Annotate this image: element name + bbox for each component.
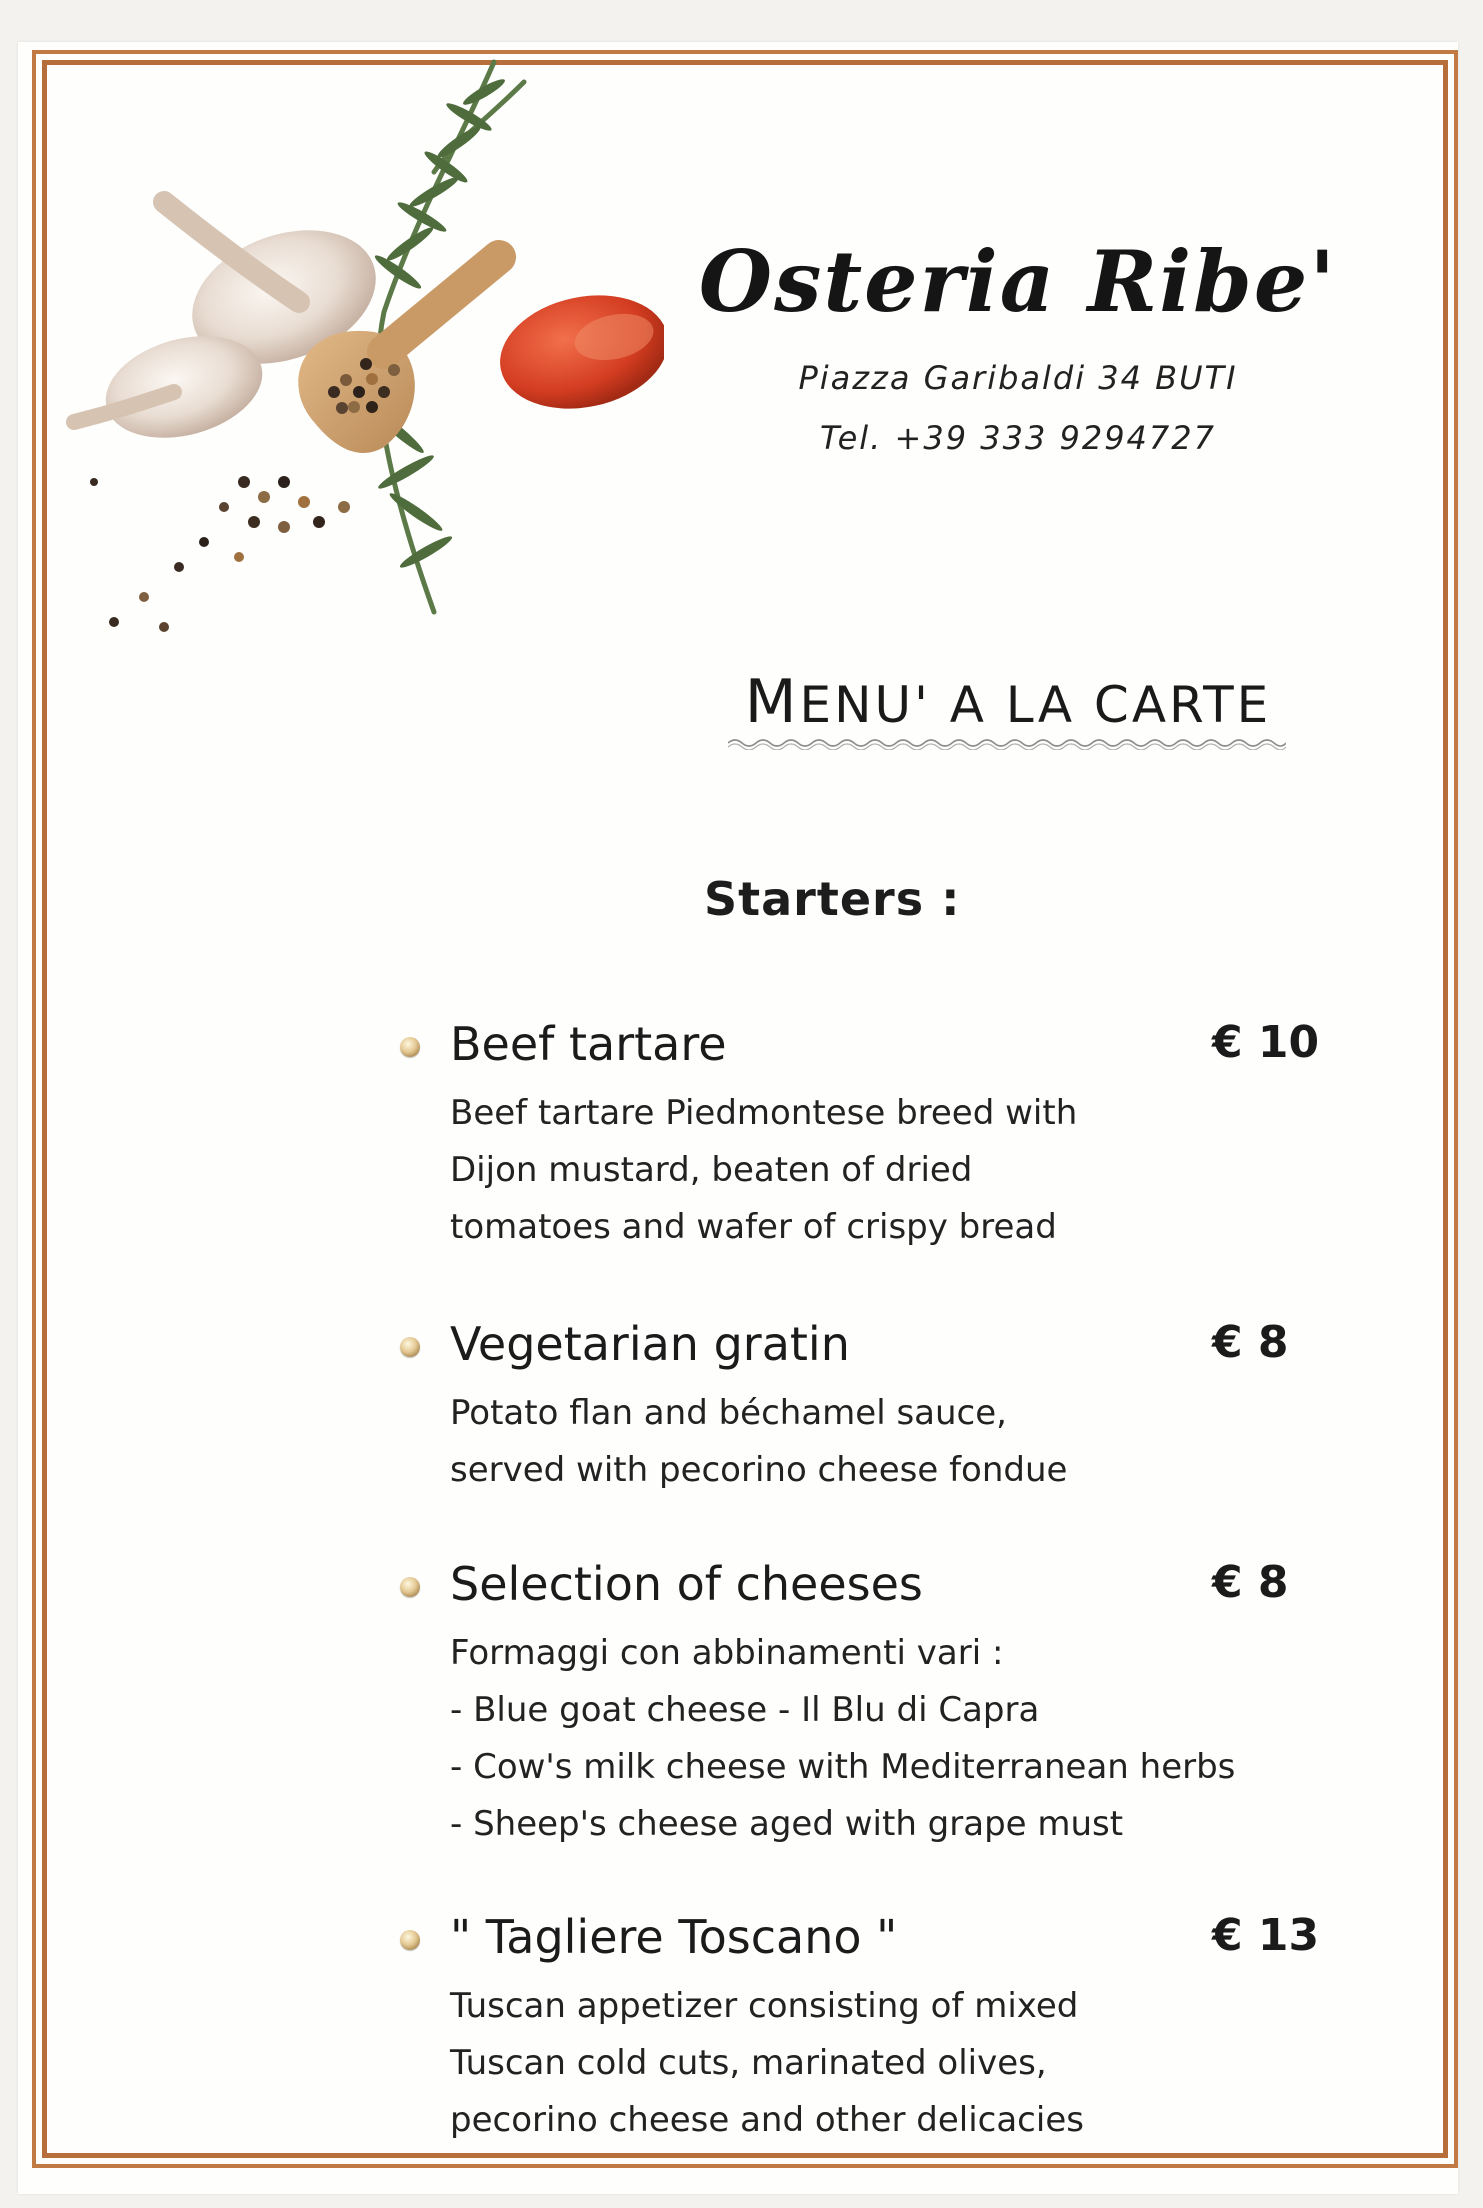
bullet-icon: [400, 1337, 420, 1357]
description-line: Tuscan cold cuts, marinated olives,: [450, 2043, 1047, 2083]
description-line: Potato flan and béchamel sauce,: [450, 1393, 1007, 1433]
description-line: - Cow's milk cheese with Mediterranean herbs: [450, 1747, 1236, 1787]
bullet-icon: [400, 1930, 420, 1950]
restaurant-phone: Tel. +39 333 9294727: [820, 419, 1216, 457]
menu-item-price: € 13: [1212, 1910, 1320, 1961]
menu-item-description: [450, 1625, 1330, 1853]
menu-title-initial: M: [744, 667, 800, 737]
bullet-icon: [400, 1577, 420, 1597]
menu-item-price: € 8: [1212, 1317, 1289, 1368]
menu-item: [400, 1017, 1360, 1256]
menu-title-rest: ENU' A LA CARTE: [799, 676, 1272, 734]
menu-item-price: € 10: [1212, 1017, 1320, 1068]
menu-page: [18, 42, 1458, 2194]
menu-item-description: [450, 1978, 1330, 2149]
bullet-icon: [400, 1037, 420, 1057]
section-title-starters: Starters :: [704, 872, 961, 926]
menu-item: [400, 1910, 1360, 2149]
restaurant-address: Piazza Garibaldi 34 BUTI: [798, 359, 1238, 397]
menu-item-description: [450, 1385, 1330, 1499]
description-line: pecorino cheese and other delicacies: [450, 2100, 1084, 2140]
description-line: Tuscan appetizer consisting of mixed: [450, 1986, 1079, 2026]
description-line: Dijon mustard, beaten of dried: [450, 1150, 973, 1190]
restaurant-name: Osteria Ribe': [698, 232, 1338, 331]
food-illustration-icon: [54, 52, 664, 652]
menu-item-name: Beef tartare: [450, 1017, 727, 1071]
menu-item-name: " Tagliere Toscano ": [450, 1910, 898, 1964]
description-line: tomatoes and wafer of crispy bread: [450, 1207, 1057, 1247]
menu-item: [400, 1557, 1360, 1853]
restaurant-header: [678, 232, 1378, 457]
description-line: - Sheep's cheese aged with grape must: [450, 1804, 1124, 1844]
menu-item-price: € 8: [1212, 1557, 1289, 1608]
description-line: - Blue goat cheese - Il Blu di Capra: [450, 1690, 1040, 1730]
description-line: served with pecorino cheese fondue: [450, 1450, 1068, 1490]
menu-item-description: [450, 1085, 1330, 1256]
wavy-underline: [728, 736, 1286, 750]
menu-item-name: Selection of cheeses: [450, 1557, 923, 1611]
description-line: Formaggi con abbinamenti vari :: [450, 1633, 1004, 1673]
menu-item-name: Vegetarian gratin: [450, 1317, 850, 1371]
menu-item: [400, 1317, 1360, 1499]
menu-title: [708, 667, 1308, 737]
description-line: Beef tartare Piedmontese breed with: [450, 1093, 1078, 1133]
